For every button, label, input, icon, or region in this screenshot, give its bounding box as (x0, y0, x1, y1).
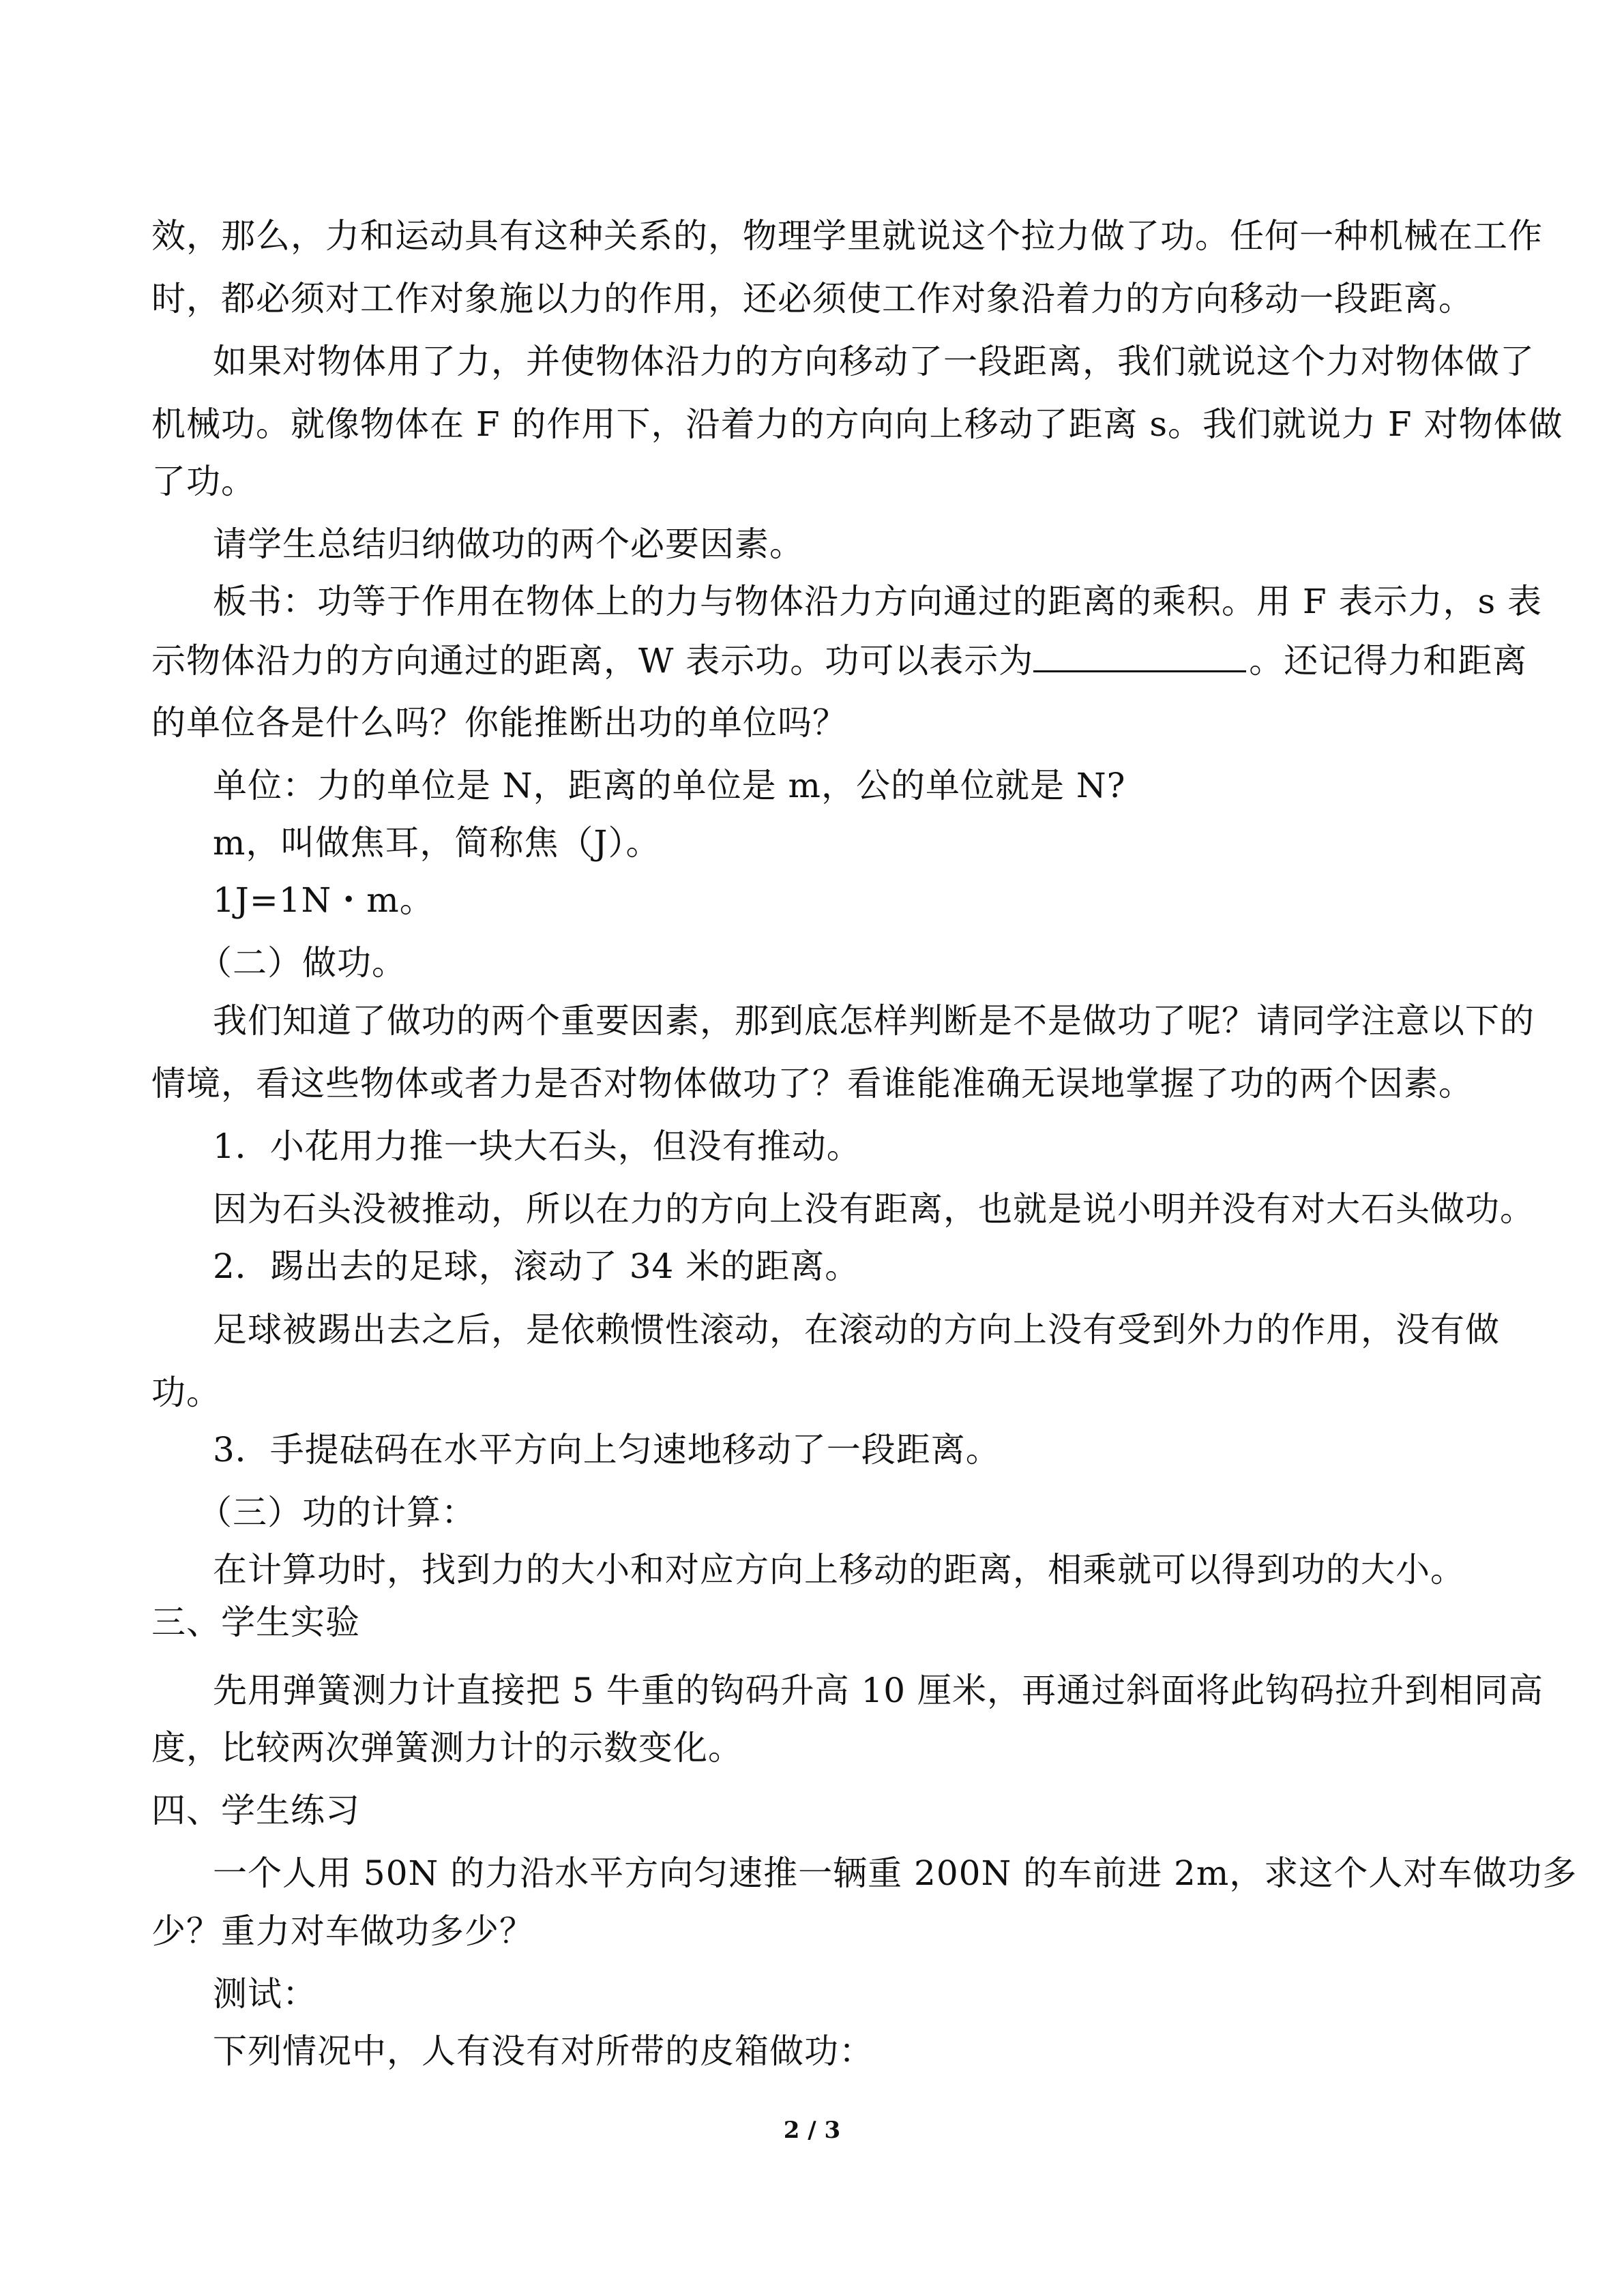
text-segment: 示物体沿力的方向通过的距离，W 表示功。功可以表示为 (151, 641, 1034, 681)
text-line: 效，那么，力和运动具有这种关系的，物理学里就说这个拉力做了功。任何一种机械在工作 (151, 216, 1543, 256)
page-number: 2 / 3 (783, 2117, 841, 2144)
text-line: 时，都必须对工作对象施以力的作用，还必须使工作对象沿着力的方向移动一段距离。 (151, 279, 1473, 318)
text-segment: 。还记得力和距离 (1249, 641, 1528, 681)
text-line: 情境，看这些物体或者力是否对物体做功了？看谁能准确无误地掌握了功的两个因素。 (151, 1064, 1473, 1103)
text-line: 度，比较两次弹簧测力计的示数变化。 (151, 1728, 743, 1768)
formula-blank[interactable] (1033, 639, 1246, 672)
text-line: 单位：力的单位是 N，距离的单位是 m，公的单位就是 N? (213, 766, 1126, 805)
text-line: 的单位各是什么吗？你能推断出功的单位吗？ (151, 703, 847, 743)
text-line: 测试： (213, 1974, 317, 2014)
list-item: 3．手提砝码在水平方向上匀速地移动了一段距离。 (213, 1430, 1001, 1470)
text-line: 了功。 (151, 462, 256, 501)
text-line: 足球被踢出去之后，是依赖惯性滚动，在滚动的方向上没有受到外力的作用，没有做 (213, 1310, 1500, 1350)
text-line: 下列情况中，人有没有对所带的皮箱做功： (213, 2031, 874, 2071)
text-line: 我们知道了做功的两个重要因素，那到底怎样判断是不是做功了呢？请同学注意以下的 (213, 1001, 1535, 1041)
text-line: 机械功。就像物体在 F 的作用下，沿着力的方向向上移动了距离 s。我们就说力 F 对物体做 (151, 404, 1563, 444)
text-line: 板书：功等于作用在物体上的力与物体沿力方向通过的距离的乘积。用 F 表示力，s 表 (213, 582, 1543, 621)
section-heading: （三）功的计算： (198, 1493, 476, 1532)
text-line: 在计算功时，找到力的大小和对应方向上移动的距离，相乘就可以得到功的大小。 (213, 1550, 1465, 1590)
section-heading: 三、学生实验 (151, 1602, 360, 1642)
text-line-with-blank (151, 639, 1527, 682)
text-line: m，叫做焦耳，简称焦（J）。 (213, 823, 661, 863)
text-line: 请学生总结归纳做功的两个必要因素。 (213, 524, 804, 564)
section-heading: 四、学生练习 (151, 1791, 360, 1830)
text-line: 如果对物体用了力，并使物体沿力的方向移动了一段距离，我们就说这个力对物体做了 (213, 342, 1535, 381)
text-line: 一个人用 50N 的力沿水平方向匀速推一辆重 200N 的车前进 2m，求这个人对车做功多 (213, 1853, 1578, 1893)
list-item: 2．踢出去的足球，滚动了 34 米的距离。 (213, 1247, 860, 1286)
section-heading: （二）做功。 (198, 943, 407, 983)
text-line: 因为石头没被推动，所以在力的方向上没有距离，也就是说小明并没有对大石头做功。 (213, 1189, 1535, 1229)
text-line: 少？重力对车做功多少？ (151, 1911, 534, 1951)
text-line: 功。 (151, 1373, 221, 1412)
text-line: 先用弹簧测力计直接把 5 牛重的钩码升高 10 厘米，再通过斜面将此钩码拉升到相同高 (213, 1671, 1544, 1710)
list-item: 1．小花用力推一块大石头，但没有推动。 (213, 1127, 861, 1166)
text-line: 1J=1N・m。 (213, 880, 434, 920)
